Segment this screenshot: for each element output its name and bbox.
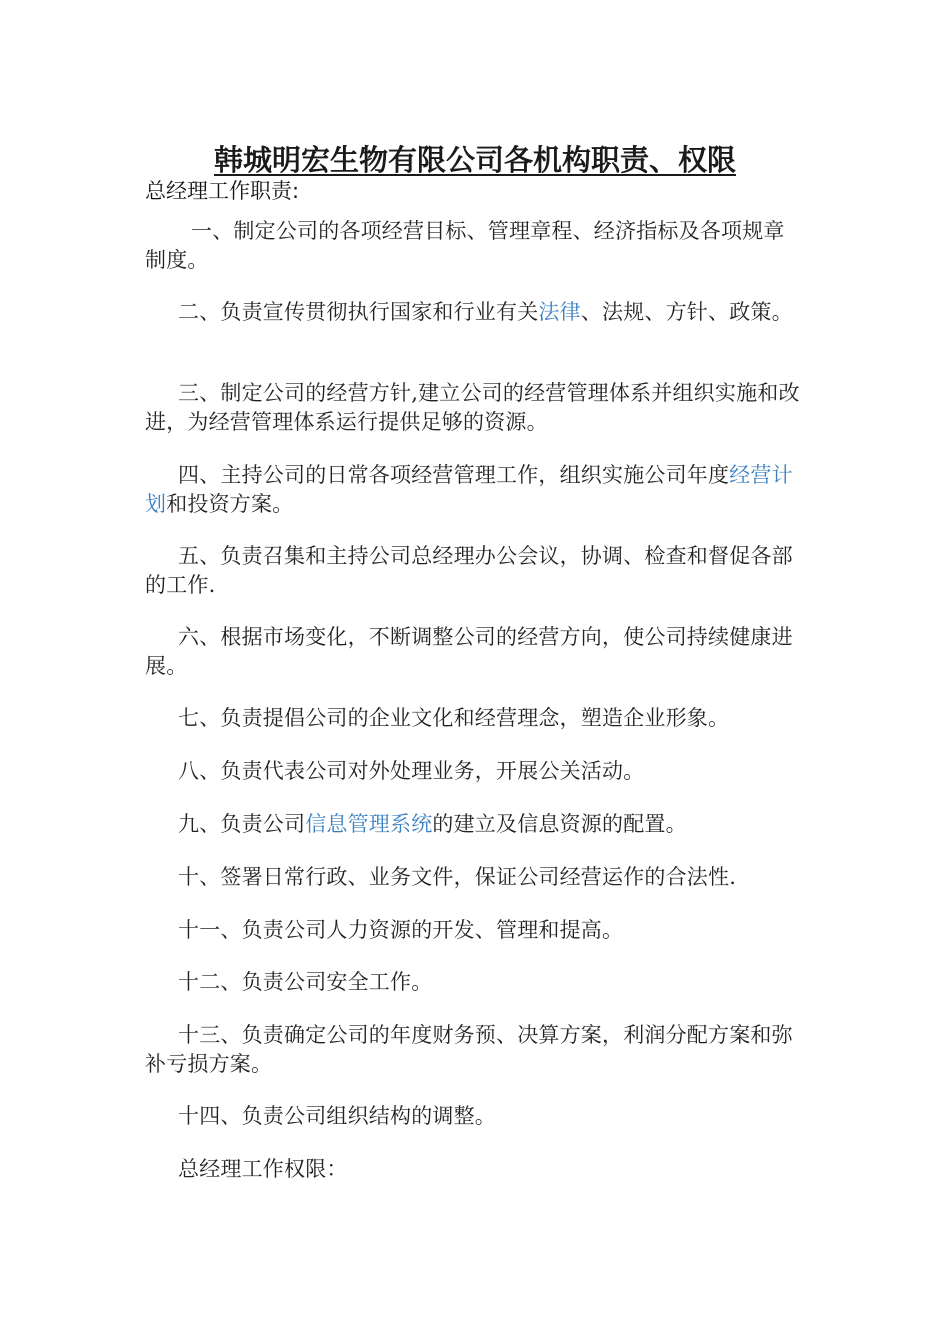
paragraph-15: 总经理工作权限： [178, 1157, 348, 1181]
paragraph-13: 十三、负责确定公司的年度财务预、决算方案，利润分配方案和弥补亏损方案。 [145, 1023, 793, 1076]
link-law[interactable]: 法律 [538, 300, 581, 324]
paragraph-5: 五、负责召集和主持公司总经理办公会议，协调、检查和督促各部的工作. [145, 544, 793, 597]
paragraph-7: 七、负责提倡公司的企业文化和经营理念，塑造企业形象。 [178, 706, 730, 730]
paragraph-9: 九、负责公司信息管理系统的建立及信息资源的配置。 [178, 812, 687, 836]
paragraph-4: 四、主持公司的日常各项经营管理工作，组织实施公司年度经营计划和投资方案。 [145, 463, 793, 516]
link-business-plan[interactable]: 经营计划 [145, 463, 793, 516]
paragraph-2: 二、负责宣传贯彻执行国家和行业有关法律、法规、方针、政策。 [178, 300, 793, 324]
paragraph-12: 十二、负责公司安全工作。 [178, 970, 433, 994]
paragraph-8: 八、负责代表公司对外处理业务，开展公关活动。 [178, 759, 645, 783]
paragraph-3: 三、制定公司的经营方针,建立公司的经营管理体系并组织实施和改进，为经营管理体系运行提供足够的资源。 [145, 381, 800, 434]
paragraph-1: 一、制定公司的各项经营目标、管理章程、经济指标及各项规章制度。 [145, 219, 785, 272]
paragraph-11: 十一、负责公司人力资源的开发、管理和提高。 [178, 918, 624, 942]
paragraph-6: 六、根据市场变化，不断调整公司的经营方向，使公司持续健康进展。 [145, 625, 793, 678]
document-title: 韩城明宏生物有限公司各机构职责、权限 [213, 143, 736, 177]
paragraph-10: 十、签署日常行政、业务文件，保证公司经营运作的合法性. [178, 865, 737, 889]
paragraph-14: 十四、负责公司组织结构的调整。 [178, 1104, 496, 1128]
link-info-system[interactable]: 信息管理系统 [305, 812, 433, 836]
section-heading: 总经理工作职责: [145, 179, 300, 203]
